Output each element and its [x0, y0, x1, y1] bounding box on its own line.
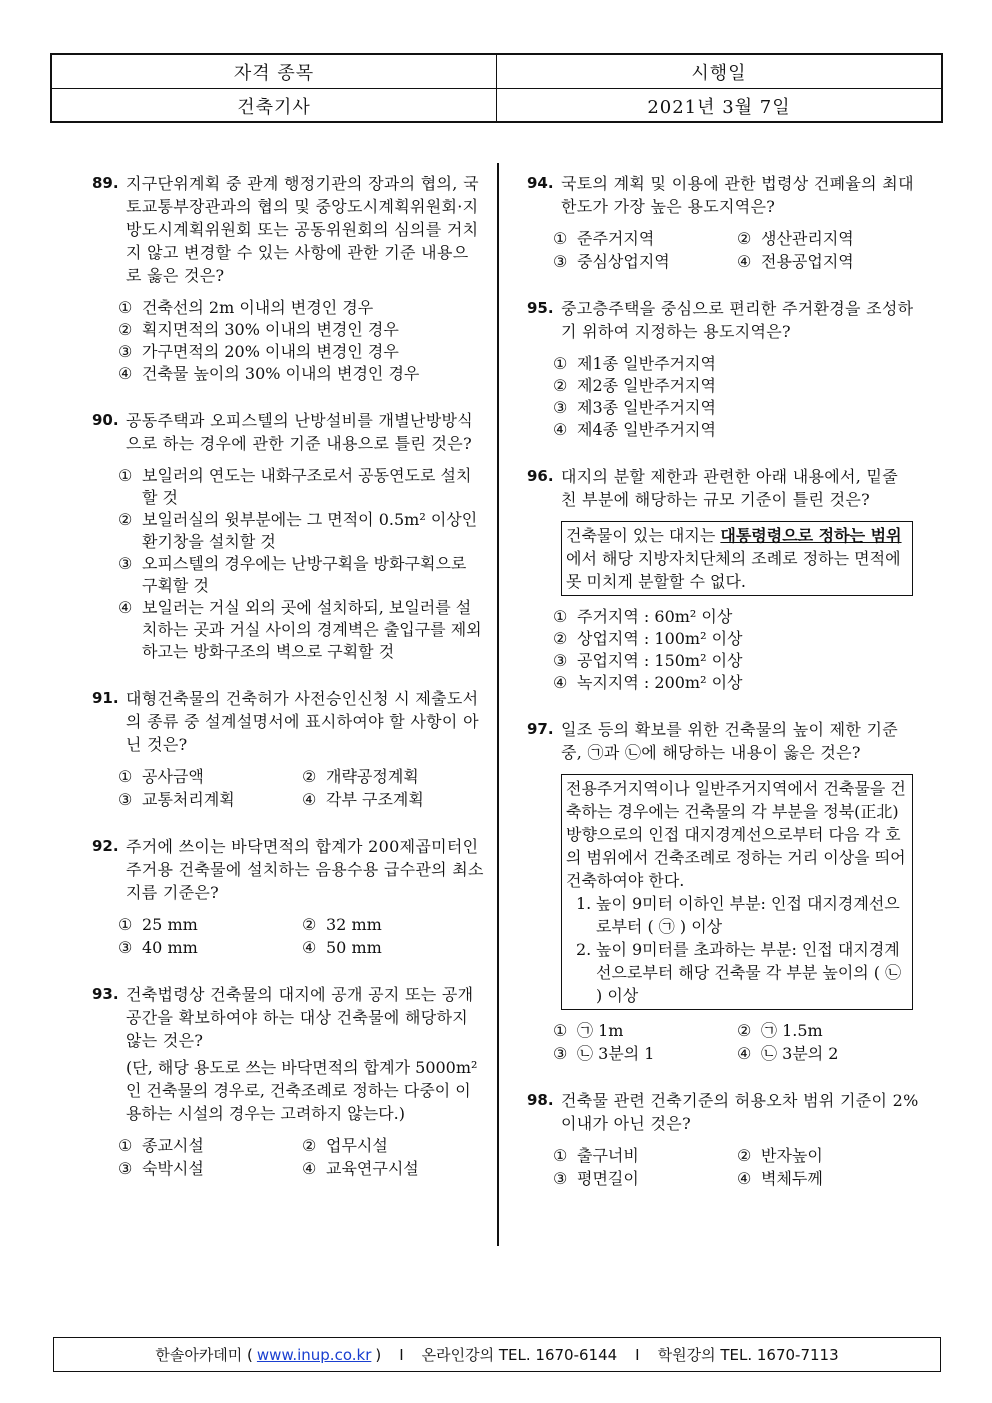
- option-2[interactable]: [302, 766, 486, 788]
- qualification-title: 자격 종목: [233, 62, 315, 84]
- option-marker: ②: [553, 629, 568, 648]
- option-marker: ②: [737, 1146, 752, 1165]
- option-2[interactable]: [302, 1135, 486, 1157]
- option-text: 교육연구시설: [326, 1159, 419, 1178]
- option-marker: ②: [302, 1136, 317, 1155]
- option-text: 가구면적의 20% 이내의 변경인 경우: [142, 342, 399, 361]
- option-marker: ③: [553, 252, 568, 271]
- option-text: 보일러실의 윗부분에는 그 면적이 0.5m² 이상인 환기창을 설치할 것: [142, 510, 478, 551]
- option-marker: ②: [302, 915, 317, 934]
- question-number: 90.: [92, 411, 119, 429]
- option-2[interactable]: [302, 914, 486, 936]
- option-3[interactable]: [553, 1168, 737, 1190]
- box-item-number: 1.: [576, 894, 592, 913]
- option-2[interactable]: [553, 628, 919, 650]
- question-number: 91.: [92, 689, 119, 707]
- option-text: 개략공정계획: [326, 767, 419, 786]
- box-underlined-text: 대통령령으로 정하는 범위: [720, 526, 902, 545]
- option-text: 32 mm: [326, 915, 382, 934]
- question-text: 건축법령상 건축물의 대지에 공개 공지 또는 공개 공간을 확보하여야 하는 대상 건축물에 해당하지 않는 것은?: [126, 985, 474, 1050]
- option-4[interactable]: [118, 597, 484, 663]
- option-text: 평면길이: [577, 1169, 639, 1188]
- option-3[interactable]: [118, 789, 302, 811]
- exam-header-table: [50, 53, 943, 123]
- option-1[interactable]: [118, 914, 302, 936]
- option-text: 반자높이: [761, 1146, 823, 1165]
- reference-box: [561, 774, 913, 1010]
- option-marker: ④: [553, 673, 568, 692]
- question-text: 주거에 쓰이는 바닥면적의 합계가 200제곱미터인 주거용 건축물에 설치하는 음용수용 급수관의 최소 지름 기준은?: [126, 837, 484, 902]
- option-text: 주거지역 : 60m² 이상: [577, 607, 733, 626]
- option-4[interactable]: [737, 1168, 921, 1190]
- option-text: 전용공업지역: [761, 252, 854, 271]
- option-text: 제2종 일반주거지역: [577, 376, 716, 395]
- option-marker: ③: [118, 554, 133, 573]
- online-lecture-phone: 온라인강의 TEL. 1670-6144: [421, 1346, 618, 1364]
- option-2[interactable]: [737, 1020, 921, 1042]
- option-marker: ④: [302, 1159, 317, 1178]
- footer-bar: [53, 1337, 941, 1372]
- option-marker: ①: [553, 229, 568, 248]
- question-number: 94.: [527, 174, 554, 192]
- question-91: [92, 687, 484, 811]
- question-text: 일조 등의 확보를 위한 건축물의 높이 제한 기준 중, ㉠과 ㉡에 해당하는 내용이 옳은 것은?: [561, 720, 899, 762]
- option-list: [118, 914, 484, 959]
- option-text: 보일러는 거실 외의 곳에 설치하되, 보일러를 설치하는 곳과 거실 사이의 경계벽은 출입구를 제외하고는 방화구조의 벽으로 구획할 것: [142, 598, 482, 661]
- option-text: 업무시설: [326, 1136, 388, 1155]
- option-text: 녹지지역 : 200m² 이상: [577, 673, 743, 692]
- option-text: 공사금액: [142, 767, 204, 786]
- question-92: [92, 835, 484, 959]
- option-2[interactable]: [737, 228, 921, 250]
- reference-box: [561, 521, 913, 596]
- option-text: 각부 구조계획: [326, 790, 424, 809]
- option-text: 생산관리지역: [761, 229, 854, 248]
- question-number: 95.: [527, 299, 554, 317]
- option-marker: ③: [553, 651, 568, 670]
- option-marker: ②: [553, 376, 568, 395]
- option-marker: ①: [553, 1021, 568, 1040]
- option-text: 공업지역 : 150m² 이상: [577, 651, 743, 670]
- option-text: 50 mm: [326, 938, 382, 957]
- question-number: 92.: [92, 837, 119, 855]
- academy-name: 한솔아카데미 (: [155, 1346, 253, 1364]
- option-marker: ①: [553, 354, 568, 373]
- box-item-number: 2.: [576, 940, 592, 959]
- option-3[interactable]: [118, 341, 484, 363]
- option-marker: ①: [553, 607, 568, 626]
- option-list: [118, 465, 484, 663]
- option-marker: ①: [118, 298, 133, 317]
- box-item-text: 높이 9미터를 초과하는 부분: 인접 대지경계선으로부터 해당 건축물 각 부분 높이의 ( ㉡ ) 이상: [596, 940, 902, 1005]
- option-text: 중심상업지역: [577, 252, 670, 271]
- option-list: [118, 297, 484, 385]
- exam-date-title: 시행일: [496, 55, 941, 88]
- box-item-text: 높이 9미터 이하인 부분: 인접 대지경계선으로부터 ( ㉠ ) 이상: [596, 894, 900, 936]
- option-marker: ④: [737, 252, 752, 271]
- question-text: 건축물 관련 건축기준의 허용오차 범위 기준이 2% 이내가 아닌 것은?: [561, 1091, 919, 1133]
- qualification-value: 건축기사: [237, 96, 311, 118]
- question-note: (단, 해당 용도로 쓰는 바닥면적의 합계가 5000m²인 건축물의 경우로, 건축조례로 정하는 다중이 이용하는 시설의 경우는 고려하지 않는다.): [126, 1058, 478, 1123]
- option-text: ㉠ 1.5m: [761, 1021, 823, 1040]
- option-text: 오피스텔의 경우에는 난방구획을 방화구획으로 구획할 것: [142, 554, 467, 595]
- option-text: 출구너비: [577, 1146, 639, 1165]
- option-marker: ①: [118, 767, 133, 786]
- academy-website-link[interactable]: www.inup.co.kr: [256, 1345, 372, 1364]
- option-1[interactable]: [118, 1135, 302, 1157]
- question-90: [92, 409, 484, 663]
- box-item-1: [576, 892, 908, 938]
- option-list: [118, 766, 484, 811]
- option-1[interactable]: [553, 1145, 737, 1167]
- option-marker: ②: [737, 229, 752, 248]
- option-marker: ④: [737, 1169, 752, 1188]
- option-marker: ①: [553, 1146, 568, 1165]
- option-list: [553, 606, 919, 694]
- option-3[interactable]: [553, 1043, 737, 1065]
- option-marker: ③: [118, 938, 133, 957]
- option-list: [118, 1135, 484, 1180]
- option-marker: ④: [302, 790, 317, 809]
- option-4[interactable]: [118, 363, 484, 385]
- question-text: 중고층주택을 중심으로 편리한 주거환경을 조성하기 위하여 지정하는 용도지역은?: [561, 299, 914, 341]
- question-number: 89.: [92, 174, 119, 192]
- option-marker: ④: [737, 1044, 752, 1063]
- option-text: 보일러의 연도는 내화구조로서 공동연도로 설치할 것: [142, 466, 472, 507]
- box-text-pre: 건축물이 있는 대지는: [566, 526, 721, 545]
- question-98: [527, 1089, 919, 1190]
- footer-separator: I: [635, 1345, 640, 1364]
- column-divider: [497, 163, 499, 1246]
- option-1[interactable]: [118, 465, 484, 509]
- option-text: 건축선의 2m 이내의 변경인 경우: [142, 298, 374, 317]
- option-4[interactable]: [737, 1043, 921, 1065]
- option-3[interactable]: [118, 937, 302, 959]
- option-1[interactable]: [553, 606, 919, 628]
- option-marker: ④: [118, 598, 133, 617]
- option-4[interactable]: [302, 789, 486, 811]
- option-text: 상업지역 : 100m² 이상: [577, 629, 743, 648]
- question-text: 대형건축물의 건축허가 사전승인신청 시 제출도서의 종류 중 설계설명서에 표시하여야 할 사항이 아닌 것은?: [126, 689, 479, 754]
- question-text: 국토의 계획 및 이용에 관한 법령상 건폐율의 최대 한도가 가장 높은 용도지역은?: [561, 174, 914, 216]
- option-marker: ④: [302, 938, 317, 957]
- option-marker: ②: [302, 767, 317, 786]
- question-89: [92, 172, 484, 385]
- option-2[interactable]: [553, 375, 919, 397]
- box-item-2: [576, 938, 908, 1007]
- option-text: 25 mm: [142, 915, 198, 934]
- option-2[interactable]: [118, 319, 484, 341]
- exam-date-value: 2021년 3월 7일: [496, 89, 941, 122]
- option-4[interactable]: [553, 672, 919, 694]
- header-row-values: [52, 88, 941, 122]
- option-marker: ②: [118, 320, 133, 339]
- option-text: 종교시설: [142, 1136, 204, 1155]
- question-93: [92, 983, 484, 1180]
- box-main-text: 전용주거지역이나 일반주거지역에서 건축물을 건축하는 경우에는 건축물의 각 부분을 정북(正北) 방향으로의 인접 대지경계선으로부터 다음 각 호의 범위에서 건축조례로 정하는 거리 이상을 띄어 건축하여야 한다.: [566, 779, 906, 890]
- option-list: [553, 353, 919, 441]
- left-column: [92, 172, 484, 1204]
- option-1[interactable]: [118, 297, 484, 319]
- option-text: 준주거지역: [577, 229, 655, 248]
- box-text-post: 에서 해당 지방자치단체의 조례로 정하는 면적에 못 미치게 분할할 수 없다.: [566, 549, 901, 591]
- question-number: 96.: [527, 467, 554, 485]
- question-number: 93.: [92, 985, 119, 1003]
- question-97: [527, 718, 919, 1065]
- option-marker: ③: [118, 342, 133, 361]
- option-text: 제1종 일반주거지역: [577, 354, 716, 373]
- option-text: 교통처리계획: [142, 790, 235, 809]
- question-94: [527, 172, 919, 273]
- option-text: ㉡ 3분의 1: [577, 1044, 655, 1063]
- option-marker: ③: [118, 790, 133, 809]
- right-column: [527, 172, 919, 1214]
- option-text: 벽체두께: [761, 1169, 823, 1188]
- option-marker: ④: [553, 420, 568, 439]
- option-marker: ①: [118, 915, 133, 934]
- option-1[interactable]: [118, 766, 302, 788]
- option-4[interactable]: [553, 419, 919, 441]
- option-1[interactable]: [553, 228, 737, 250]
- option-4[interactable]: [302, 1158, 486, 1180]
- question-text: 지구단위계획 중 관계 행정기관의 장과의 협의, 국토교통부장관과의 협의 및 중앙도시계획위원회·지방도시계획위원회 또는 공동위원회의 심의를 거치지 않고 변경할 수 있는 사항에 관한 기준 내용으로 옳은 것은?: [126, 174, 479, 285]
- option-text: 제3종 일반주거지역: [577, 398, 716, 417]
- header-row-titles: [52, 55, 941, 88]
- option-3[interactable]: [553, 650, 919, 672]
- option-marker: ③: [118, 1159, 133, 1178]
- question-text: 공동주택과 오피스텔의 난방설비를 개별난방방식으로 하는 경우에 관한 기준 내용으로 틀린 것은?: [126, 411, 474, 453]
- option-4[interactable]: [737, 251, 921, 273]
- option-text: ㉠ 1m: [577, 1021, 624, 1040]
- question-text: 대지의 분할 제한과 관련한 아래 내용에서, 밑줄 친 부분에 해당하는 규모 기준이 틀린 것은?: [561, 467, 899, 509]
- question-number: 97.: [527, 720, 554, 738]
- option-text: 건축물 높이의 30% 이내의 변경인 경우: [142, 364, 420, 383]
- option-marker: ③: [553, 1169, 568, 1188]
- option-3[interactable]: [118, 553, 484, 597]
- option-text: 제4종 일반주거지역: [577, 420, 716, 439]
- option-list: [553, 1145, 919, 1190]
- offline-lecture-phone: 학원강의 TEL. 1670-7113: [657, 1346, 839, 1364]
- option-2[interactable]: [118, 509, 484, 553]
- option-text: 숙박시설: [142, 1159, 204, 1178]
- option-1[interactable]: [553, 353, 919, 375]
- option-3[interactable]: [553, 397, 919, 419]
- option-2[interactable]: [737, 1145, 921, 1167]
- option-list: [553, 1020, 919, 1065]
- option-4[interactable]: [302, 937, 486, 959]
- option-marker: ②: [737, 1021, 752, 1040]
- option-text: 40 mm: [142, 938, 198, 957]
- question-96: [527, 465, 919, 694]
- option-marker: ②: [118, 510, 133, 529]
- academy-name-close: ): [375, 1345, 382, 1364]
- option-marker: ③: [553, 398, 568, 417]
- footer-separator: I: [399, 1345, 404, 1364]
- option-marker: ③: [553, 1044, 568, 1063]
- option-marker: ①: [118, 1136, 133, 1155]
- option-1[interactable]: [553, 1020, 737, 1042]
- option-text: ㉡ 3분의 2: [761, 1044, 839, 1063]
- option-text: 획지면적의 30% 이내의 변경인 경우: [142, 320, 399, 339]
- option-3[interactable]: [118, 1158, 302, 1180]
- option-marker: ①: [118, 466, 133, 485]
- question-95: [527, 297, 919, 441]
- option-3[interactable]: [553, 251, 737, 273]
- option-list: [553, 228, 919, 273]
- question-number: 98.: [527, 1091, 554, 1109]
- option-marker: ④: [118, 364, 133, 383]
